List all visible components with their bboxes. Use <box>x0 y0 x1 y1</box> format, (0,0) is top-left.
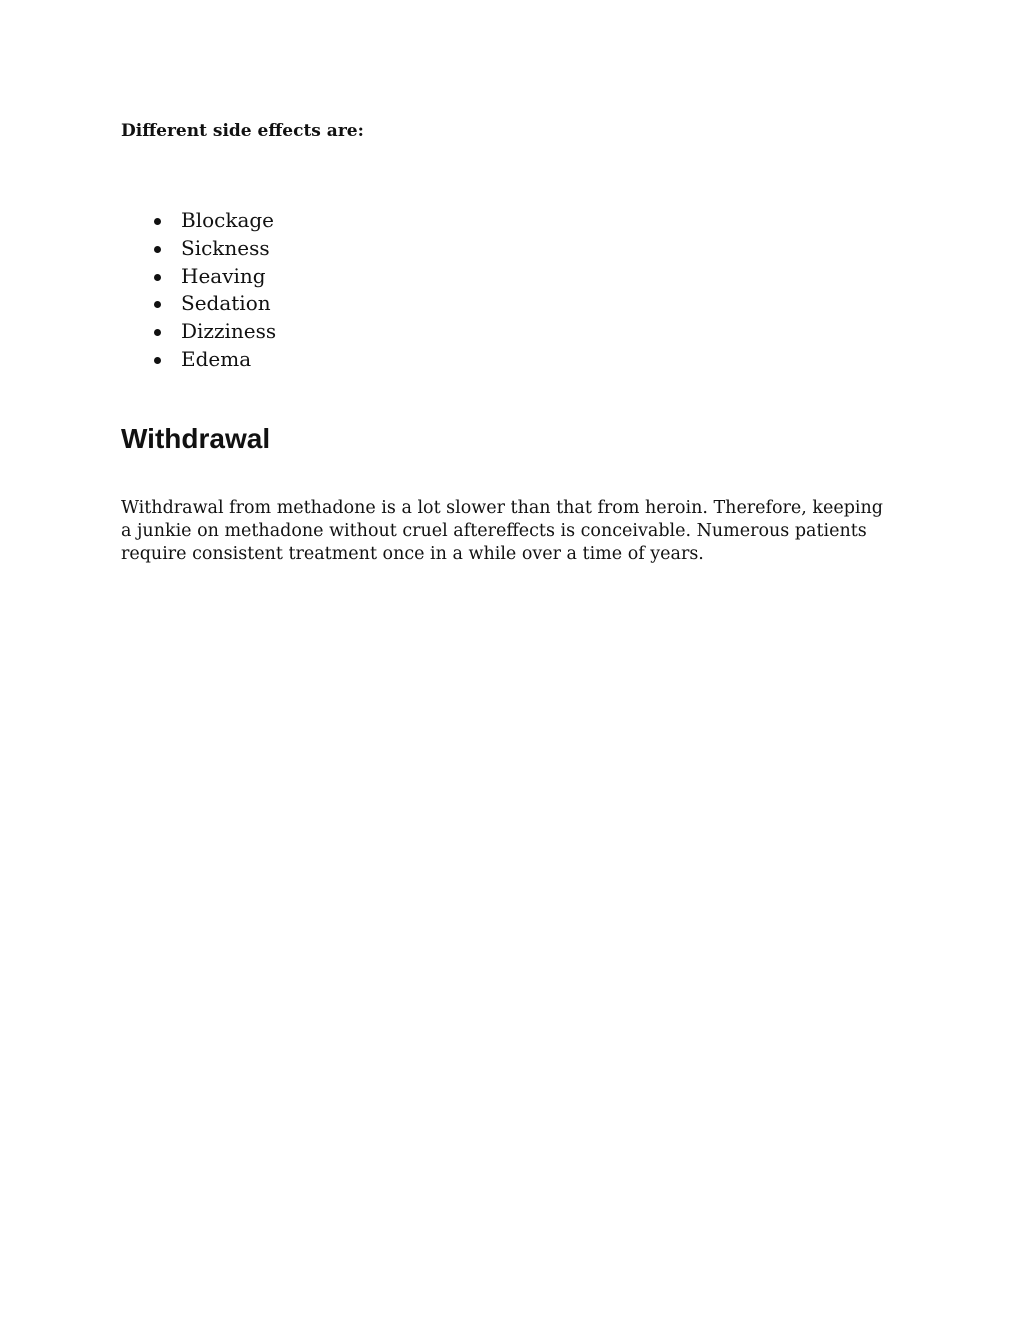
bullet-icon <box>154 357 161 364</box>
list-item <box>121 290 276 318</box>
list-item-label: Heaving <box>181 263 266 288</box>
list-item-label: Blockage <box>181 208 275 232</box>
withdrawal-paragraph <box>121 497 901 566</box>
bullet-icon <box>154 218 161 225</box>
paragraph-line: Withdrawal from methadone is a lot slower than that from heroin. Therefore, keeping <box>121 498 883 518</box>
list-item <box>121 207 276 235</box>
bullet-icon <box>154 246 161 253</box>
side-effects-intro: Different side effects are: <box>121 121 364 141</box>
list-item-label: Sickness <box>181 235 270 260</box>
side-effects-list <box>121 207 276 374</box>
list-item <box>121 318 276 346</box>
list-item <box>121 235 276 263</box>
list-item-label: Dizziness <box>181 319 277 344</box>
list-item <box>121 263 276 291</box>
bullet-icon <box>154 301 161 308</box>
list-item-label: Sedation <box>181 291 271 316</box>
list-item-label: Edema <box>181 346 252 371</box>
bullet-icon <box>154 274 161 281</box>
bullet-icon <box>154 329 161 336</box>
paragraph-line: require consistent treatment once in a while over a time of years. <box>121 544 704 564</box>
withdrawal-heading: Withdrawal <box>121 423 271 454</box>
paragraph-line: a junkie on methadone without cruel aftereffects is conceivable. Numerous patients <box>121 521 867 541</box>
list-item <box>121 346 276 374</box>
